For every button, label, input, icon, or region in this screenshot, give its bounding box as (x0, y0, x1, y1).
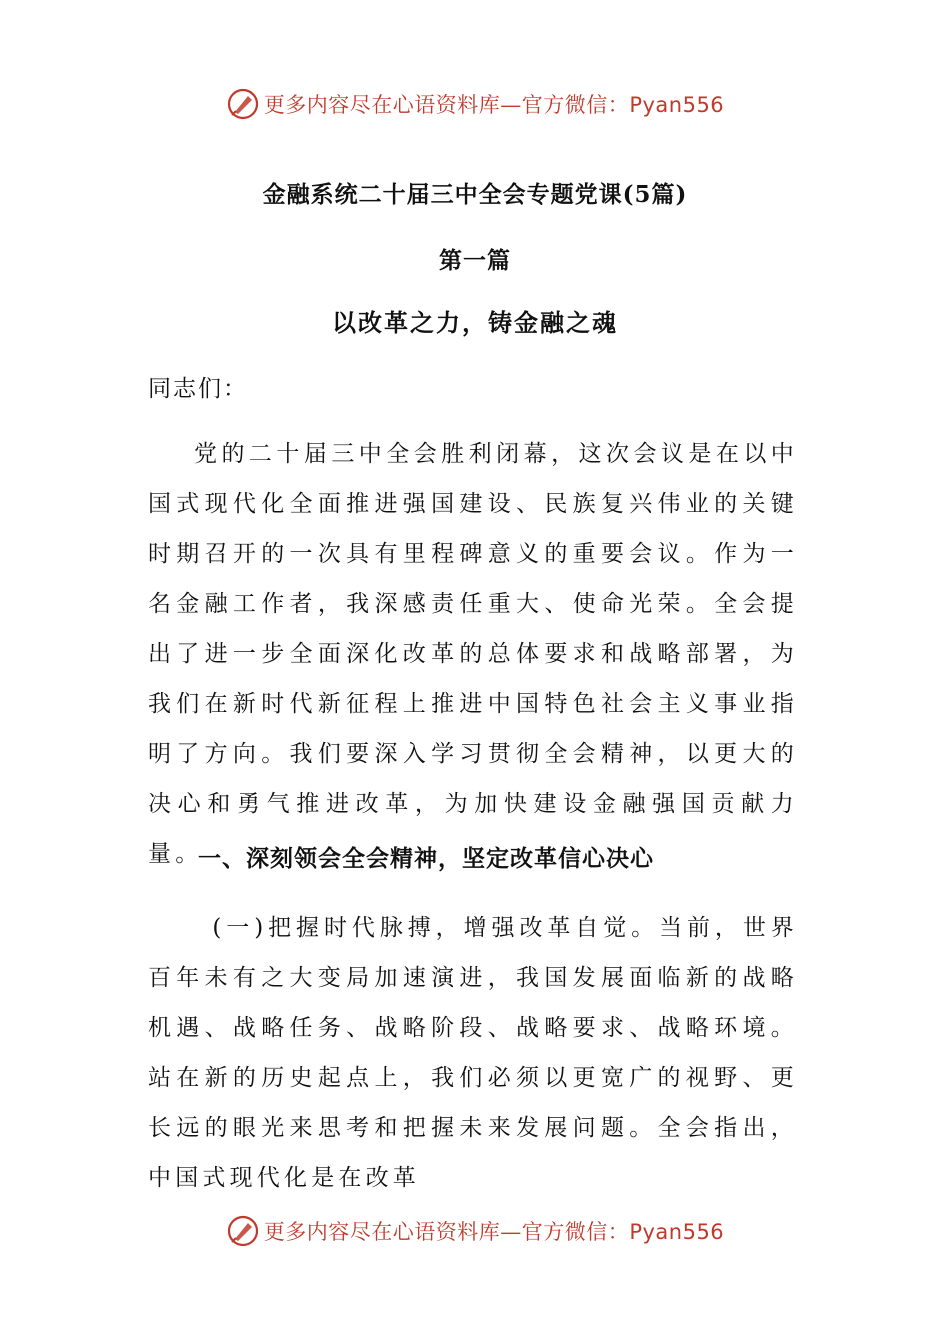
part-label: 第一篇 (439, 247, 511, 274)
salutation: 同志们： (148, 376, 248, 402)
body-paragraph-2: (一)把握时代脉搏，增强改革自觉。当前，世界百年未有之大变局加速演进，我国发展面临新的战略机遇、战略任务、战略阶段、战略要求、战略环境。站在新的历史起点上，我们必须以更宽广的视野、更长远的眼光来思考和把握未来发展问题。全会指出，中国式现代化是在改革 (148, 915, 798, 1191)
document-title: 金融系统二十届三中全会专题党课(5篇) (262, 181, 688, 208)
watermark-header (0, 84, 950, 124)
watermark-footer (0, 1211, 950, 1251)
watermark-text: 更多内容尽在心语资料库—官方微信：Pyan556 (263, 93, 725, 117)
body-paragraph-1: 党的二十届三中全会胜利闭幕，这次会议是在以中国式现代化全面推进强国建设、民族复兴伟业的关键时期召开的一次具有里程碑意义的重要会议。作为一名金融工作者，我深感责任重大、使命光荣。全会提出了进一步全面深化改革的总体要求和战略部署，为我们在新时代新征程上推进中国特色社会主义事业指明了方向。我们要深入学习贯彻全会精神，以更大的决心和勇气推进改革，为加快建设金融强国贡献力量。 (148, 441, 798, 867)
pen-nib-logo-icon (226, 1214, 260, 1248)
watermark-text: 更多内容尽在心语资料库—官方微信：Pyan556 (263, 1220, 725, 1244)
part-subtitle: 以改革之力，铸金融之魂 (332, 308, 618, 337)
pen-nib-logo-icon (226, 87, 260, 121)
section-heading-1: 一、深刻领会全会精神，坚定改革信心决心 (198, 845, 654, 872)
